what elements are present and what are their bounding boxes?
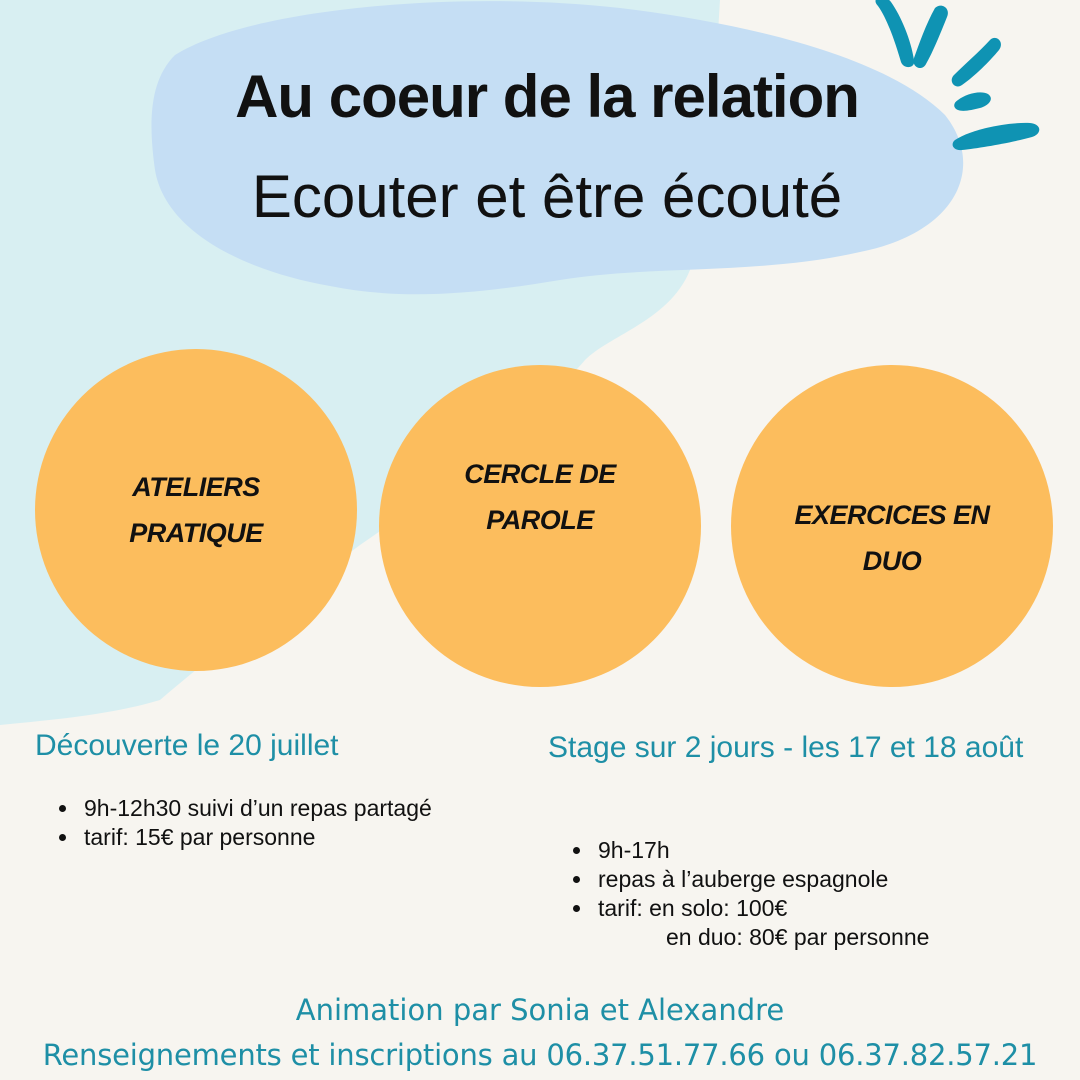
stage-list (574, 836, 929, 952)
list-item: • 9h-12h30 suivi d’un repas partagé (80, 794, 432, 823)
list-item (594, 894, 929, 952)
circle-label: CERCLE DE PAROLE (464, 459, 616, 535)
footer-contact: Renseignements et inscriptions au 06.37.51.77.66 ou 06.37.82.57.21 (42, 1038, 1038, 1072)
page-subtitle: Ecouter et être écouté (251, 163, 843, 230)
discovery-heading: Découverte le 20 juillet (35, 729, 339, 762)
tarif-solo: tarif: en solo: 100€ (598, 895, 788, 921)
circle-label: EXERCICES EN DUO (794, 500, 990, 576)
title-blob (152, 1, 964, 294)
tarif-duo: en duo: 80€ par personne (666, 924, 930, 950)
circle-exercices (731, 365, 1053, 687)
discovery-list (60, 794, 432, 852)
list-item: • repas à l’auberge espagnole (594, 865, 929, 894)
footer-animation: Animation par Sonia et Alexandre (295, 993, 785, 1027)
page-title: Au coeur de la relation (235, 63, 859, 130)
stage-heading: Stage sur 2 jours - les 17 et 18 août (548, 731, 1024, 764)
circle-cercle (379, 365, 701, 687)
circle-ateliers (35, 349, 357, 671)
list-item: • 9h-17h (594, 836, 929, 865)
list-item: • tarif: 15€ par personne (80, 823, 432, 852)
circle-label: ATELIERS PRATIQUE (129, 472, 263, 548)
